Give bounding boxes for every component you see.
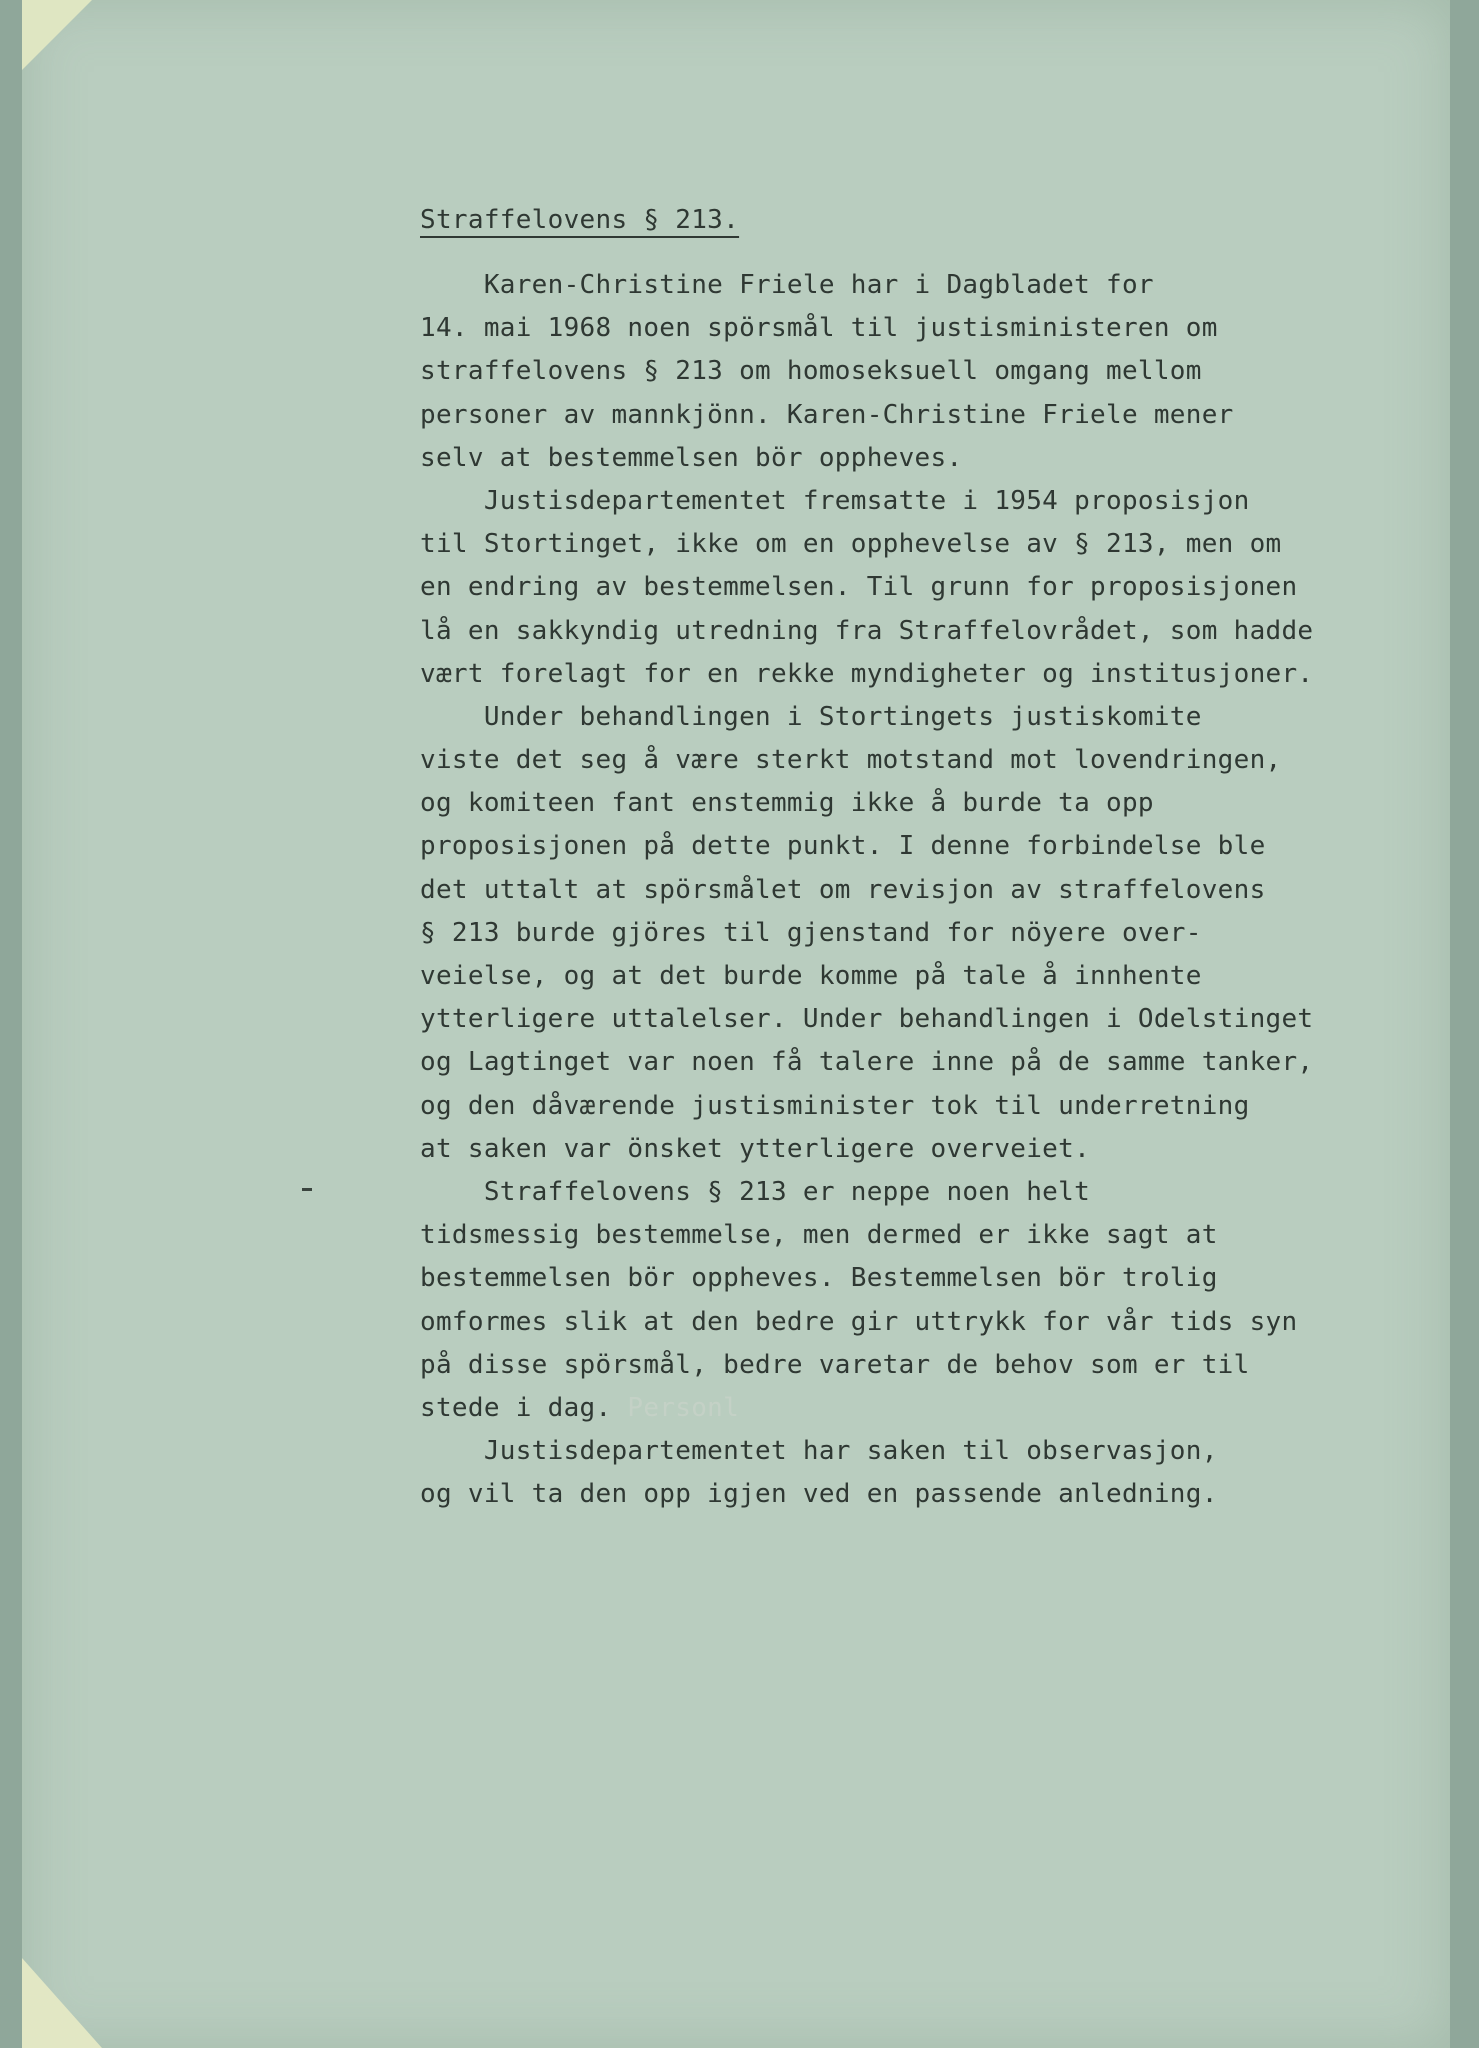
text-line: og den dåværende justisminister tok til underretning — [420, 1090, 1250, 1121]
folded-corner-bottom — [22, 1958, 102, 2048]
document-title: Straffelovens § 213. — [420, 205, 740, 235]
text-line: stede i dag. Personl — [420, 1392, 740, 1423]
ink-speck — [302, 1188, 312, 1191]
text-line: § 213 burde gjöres til gjenstand for nöyere over- — [420, 917, 1202, 948]
text-line: Karen-Christine Friele har i Dagbladet for — [420, 270, 1154, 300]
faded-stamp-text: Personl — [611, 1392, 740, 1423]
document-body — [420, 264, 1420, 1516]
text-line: vært forelagt for en rekke myndigheter og institusjoner. — [420, 658, 1314, 689]
text-line: straffelovens § 213 om homoseksuell omgang mellom — [420, 356, 1202, 387]
text-line: og vil ta den opp igjen ved en passende anledning. — [420, 1479, 1218, 1510]
text-line: 14. mai 1968 noen spörsmål til justisministeren om — [420, 313, 1218, 344]
text-line: og komiteen fant enstemmig ikke å burde ta opp — [420, 788, 1154, 819]
text-line: en endring av bestemmelsen. Til grunn for proposisjonen — [420, 572, 1298, 603]
text-line: ytterligere uttalelser. Under behandlingen i Odelstinget — [420, 1004, 1314, 1035]
text-line: tidsmessig bestemmelse, men dermed er ikke sagt at — [420, 1220, 1218, 1251]
text-line: personer av mannkjönn. Karen-Christine Friele mener — [420, 399, 1234, 430]
text-line: på disse spörsmål, bedre varetar de behov som er til — [420, 1349, 1250, 1380]
text-line: til Stortinget, ikke om en opphevelse av § 213, men om — [420, 529, 1282, 560]
text-line: viste det seg å være sterkt motstand mot lovendringen, — [420, 745, 1282, 776]
text-line: selv at bestemmelsen bör oppheves. — [420, 442, 963, 473]
text-line: omformes slik at den bedre gir uttrykk for vår tids syn — [420, 1306, 1298, 1337]
text-line: Justisdepartementet har saken til observasjon, — [420, 1436, 1218, 1467]
text-line: proposisjonen på dette punkt. I denne forbindelse ble — [420, 831, 1266, 862]
text-line: og Lagtinget var noen få talere inne på de samme tanker, — [420, 1047, 1314, 1078]
text-line: at saken var önsket ytterligere overveiet. — [420, 1133, 1091, 1164]
text-line: det uttalt at spörsmålet om revisjon av straffelovens — [420, 874, 1266, 905]
text-line: veielse, og at det burde komme på tale å innhente — [420, 961, 1202, 991]
typed-document — [420, 198, 1420, 1516]
text-line: Justisdepartementet fremsatte i 1954 proposisjon — [420, 485, 1250, 516]
text-line: Under behandlingen i Stortingets justiskomite — [420, 701, 1202, 732]
folded-corner-top — [22, 0, 92, 70]
text-line: bestemmelsen bör oppheves. Bestemmelsen bör trolig — [420, 1263, 1218, 1294]
text-line: lå en sakkyndig utredning fra Straffelovrådet, som hadde — [420, 615, 1314, 646]
text-line: Straffelovens § 213 er neppe noen helt — [420, 1176, 1091, 1207]
